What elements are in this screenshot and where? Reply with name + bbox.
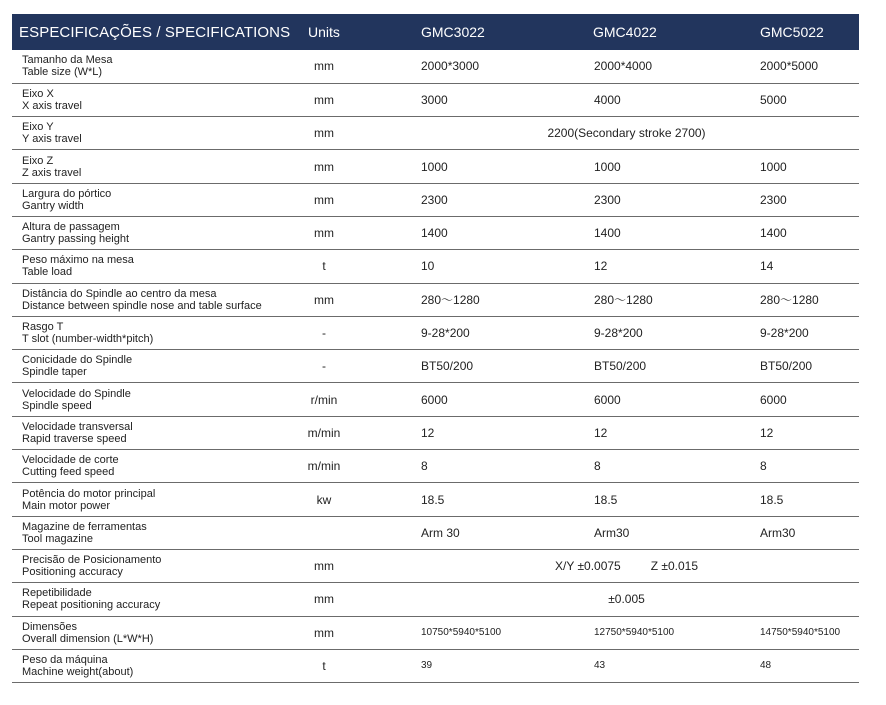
value-gmc3022: 18.5 xyxy=(421,492,445,507)
value-all-models: ±0.005 xyxy=(608,592,645,607)
spec-name xyxy=(12,150,294,183)
spec-name-en: Distance between spindle nose and table surface xyxy=(22,299,262,312)
spec-name xyxy=(12,383,294,416)
value-gmc5022: 1000 xyxy=(760,159,787,174)
spec-name-pt: Peso da máquina xyxy=(22,653,108,666)
spec-name xyxy=(12,50,294,83)
value-gmc3022: Arm 30 xyxy=(421,525,460,540)
spec-name-pt: Potência do motor principal xyxy=(22,487,156,500)
table-body xyxy=(12,50,859,683)
spec-name-en: Repeat positioning accuracy xyxy=(22,599,161,612)
value-gmc5022: 5000 xyxy=(760,92,787,107)
value-gmc5022: 14750*5940*5100 xyxy=(760,627,841,639)
spec-name-pt: Magazine de ferramentas xyxy=(22,520,147,533)
value-gmc3022: 12 xyxy=(421,425,435,440)
value-gmc5022: 2000*5000 xyxy=(760,59,819,74)
table-row xyxy=(12,483,859,516)
value-gmc4022: Arm30 xyxy=(594,525,630,540)
unit-cell: kw xyxy=(316,492,332,507)
unit-cell: r/min xyxy=(310,392,338,407)
value-gmc4022: 2000*4000 xyxy=(594,59,653,74)
table-row xyxy=(12,117,859,150)
unit-cell: - xyxy=(322,326,326,341)
table-row xyxy=(12,250,859,283)
value-gmc3022: 6000 xyxy=(421,392,448,407)
table-row xyxy=(12,616,859,649)
spec-name-pt: Distância do Spindle ao centro da mesa xyxy=(22,287,217,300)
spec-name-en: Spindle speed xyxy=(22,399,92,412)
value-gmc5022: BT50/200 xyxy=(760,359,813,374)
value-gmc3022: 10 xyxy=(421,259,435,274)
spec-name-pt: Tamanho da Mesa xyxy=(22,54,113,67)
spec-name-pt: Largura do pórtico xyxy=(22,187,112,200)
spec-name xyxy=(12,350,294,383)
spec-name-en: Table size (W*L) xyxy=(22,66,103,79)
unit-cell: mm xyxy=(314,592,334,607)
value-gmc3022: 1400 xyxy=(421,226,448,241)
spec-name xyxy=(12,483,294,516)
spec-name-pt: Eixo Z xyxy=(22,154,54,167)
value-gmc4022: 12750*5940*5100 xyxy=(594,627,675,639)
spec-name-pt: Eixo Y xyxy=(22,121,54,134)
spec-name-en: Y axis travel xyxy=(22,133,82,146)
spec-name xyxy=(12,416,294,449)
table-row xyxy=(12,50,859,83)
value-gmc5022: Arm30 xyxy=(760,525,796,540)
model-header-gmc4022: GMC4022 xyxy=(593,24,657,40)
unit-cell: t xyxy=(322,658,326,673)
spec-name-pt: Velocidade transversal xyxy=(22,420,133,433)
value-gmc3022: 39 xyxy=(421,660,433,672)
unit-cell: mm xyxy=(314,192,334,207)
spec-name-en: Z axis travel xyxy=(22,166,82,179)
value-gmc4022: 4000 xyxy=(594,92,621,107)
unit-cell: mm xyxy=(314,559,334,574)
table-row xyxy=(12,350,859,383)
unit-cell: m/min xyxy=(307,459,341,474)
unit-cell xyxy=(294,516,394,549)
value-gmc4022: 1400 xyxy=(594,226,621,241)
value-gmc5022: 18.5 xyxy=(760,492,784,507)
unit-cell: t xyxy=(322,259,326,274)
value-gmc3022: 10750*5940*5100 xyxy=(421,627,502,639)
value-gmc5022: 12 xyxy=(760,425,774,440)
spec-name-en: Table load xyxy=(22,266,73,279)
value-gmc5022: 8 xyxy=(760,459,767,474)
spec-name xyxy=(12,316,294,349)
spec-name xyxy=(12,283,294,316)
spec-name xyxy=(12,216,294,249)
value-gmc5022: 14 xyxy=(760,259,774,274)
spec-name-pt: Conicidade do Spindle xyxy=(22,354,133,367)
value-gmc4022: 12 xyxy=(594,259,608,274)
unit-cell: m/min xyxy=(307,425,341,440)
value-gmc3022: 8 xyxy=(421,459,428,474)
value-gmc3022: 2000*3000 xyxy=(421,59,480,74)
spec-name-en: Machine weight(about) xyxy=(22,665,134,678)
specifications-table xyxy=(12,14,859,683)
value-part-z: Z ±0.015 xyxy=(650,559,699,574)
value-gmc3022: 9-28*200 xyxy=(421,326,470,341)
spec-name-pt: Peso máximo na mesa xyxy=(22,254,134,267)
unit-cell: mm xyxy=(314,226,334,241)
spec-name xyxy=(12,583,294,616)
table-header xyxy=(12,14,859,50)
table-row xyxy=(12,583,859,616)
table-row xyxy=(12,383,859,416)
value-gmc4022: 43 xyxy=(594,660,606,672)
spec-header: ESPECIFICAÇÕES / SPECIFICATIONS xyxy=(19,23,291,41)
value-gmc3022: 2300 xyxy=(421,192,448,207)
unit-cell: mm xyxy=(314,292,334,307)
spec-name-en: T slot (number-width*pitch) xyxy=(22,333,154,346)
spec-name xyxy=(12,450,294,483)
value-gmc3022: 280～1280 xyxy=(421,293,480,308)
spec-name xyxy=(12,649,294,682)
spec-name-en: Rapid traverse speed xyxy=(22,432,127,445)
spec-name-pt: Eixo X xyxy=(22,87,54,100)
spec-name-en: X axis travel xyxy=(22,99,82,112)
value-gmc4022: 280～1280 xyxy=(594,293,653,308)
unit-cell: mm xyxy=(314,59,334,74)
spec-name-pt: Velocidade de corte xyxy=(22,454,119,467)
value-gmc3022: 1000 xyxy=(421,159,448,174)
value-gmc5022: 48 xyxy=(760,660,772,672)
spec-name-pt: Repetibilidade xyxy=(22,587,92,600)
value-gmc4022: 18.5 xyxy=(594,492,618,507)
spec-name-pt: Altura de passagem xyxy=(22,221,120,234)
model-header-gmc3022: GMC3022 xyxy=(421,24,485,40)
value-all-models xyxy=(394,549,859,582)
table-row xyxy=(12,649,859,682)
table-row xyxy=(12,150,859,183)
value-part-xy: X/Y ±0.0075 xyxy=(554,559,621,574)
spec-name-pt: Rasgo T xyxy=(22,321,64,334)
unit-cell: mm xyxy=(314,159,334,174)
unit-cell: mm xyxy=(314,126,334,141)
spec-name-en: Gantry passing height xyxy=(22,233,130,246)
value-gmc4022: 1000 xyxy=(594,159,621,174)
value-gmc4022: 6000 xyxy=(594,392,621,407)
value-gmc5022: 2300 xyxy=(760,192,787,207)
value-gmc5022: 280～1280 xyxy=(760,293,819,308)
value-gmc5022: 9-28*200 xyxy=(760,326,809,341)
unit-cell: mm xyxy=(314,625,334,640)
spec-name xyxy=(12,616,294,649)
table-row xyxy=(12,416,859,449)
spec-name-pt: Dimensões xyxy=(22,620,78,633)
spec-table-container xyxy=(12,14,859,683)
spec-name-en: Tool magazine xyxy=(22,532,93,545)
spec-name xyxy=(12,549,294,582)
table-row xyxy=(12,450,859,483)
value-gmc4022: 12 xyxy=(594,425,608,440)
spec-name xyxy=(12,83,294,116)
value-gmc5022: 6000 xyxy=(760,392,787,407)
model-header-gmc5022: GMC5022 xyxy=(760,24,824,40)
value-gmc4022: 8 xyxy=(594,459,601,474)
value-gmc5022: 1400 xyxy=(760,226,787,241)
spec-name-pt: Velocidade do Spindle xyxy=(22,387,131,400)
units-header: Units xyxy=(308,24,340,40)
table-row xyxy=(12,83,859,116)
unit-cell: mm xyxy=(314,92,334,107)
value-gmc4022: 2300 xyxy=(594,192,621,207)
table-row xyxy=(12,516,859,549)
spec-name xyxy=(12,250,294,283)
table-row xyxy=(12,216,859,249)
value-gmc4022: 9-28*200 xyxy=(594,326,643,341)
value-all-models: 2200(Secondary stroke 2700) xyxy=(547,126,706,141)
table-row xyxy=(12,316,859,349)
spec-name xyxy=(12,516,294,549)
spec-name-en: Spindle taper xyxy=(22,366,87,379)
value-gmc3022: BT50/200 xyxy=(421,359,474,374)
spec-name-en: Positioning accuracy xyxy=(22,566,123,579)
spec-name xyxy=(12,183,294,216)
table-row xyxy=(12,549,859,582)
table-row xyxy=(12,283,859,316)
spec-name-en: Cutting feed speed xyxy=(22,466,115,479)
spec-name-pt: Precisão de Posicionamento xyxy=(22,554,162,567)
spec-name-en: Gantry width xyxy=(22,199,84,212)
spec-name-en: Main motor power xyxy=(22,499,111,512)
unit-cell: - xyxy=(322,359,326,374)
table-row xyxy=(12,183,859,216)
value-gmc4022: BT50/200 xyxy=(594,359,647,374)
value-gmc3022: 3000 xyxy=(421,92,448,107)
spec-name-en: Overall dimension (L*W*H) xyxy=(22,632,154,645)
spec-name xyxy=(12,117,294,150)
